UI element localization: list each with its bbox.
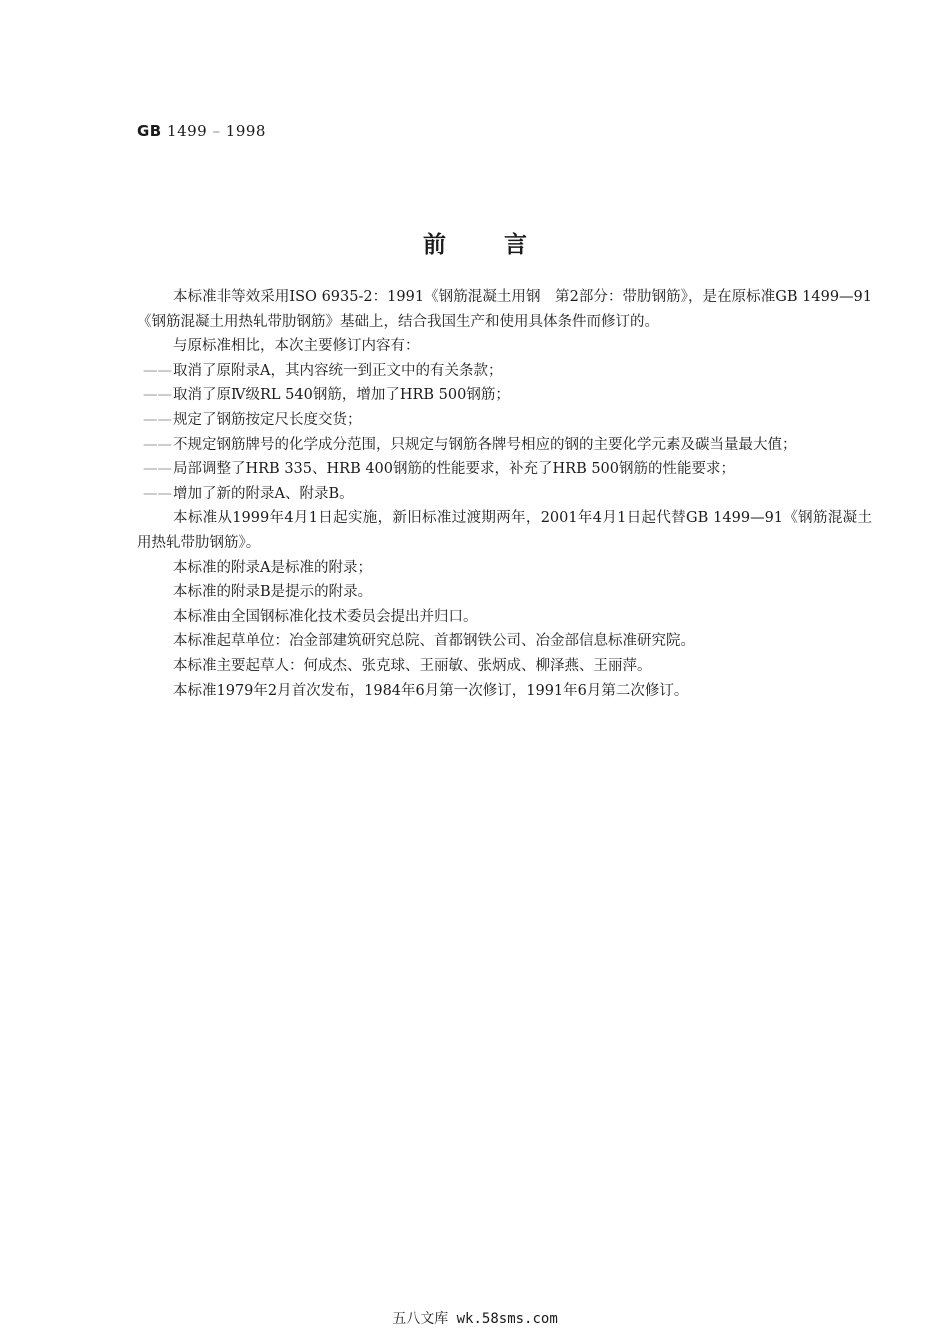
change-item-text: 取消了原附录A，其内容统一到正文中的有关条款； [173,362,503,379]
item-dash: —— [143,436,172,453]
drafting-units: 本标准起草单位：冶金部建筑研究总院、首都钢铁公司、冶金部信息标准研究院。 [173,633,695,650]
implementation-paragraph: 本标准从1999年4月1日起实施，新旧标准过渡期两年，2001年4月1日起代替GB 1499—91《钢筋混凝土用热轧带肋钢筋》。 [137,510,872,551]
appendix-b-note: 本标准的附录B是提示的附录。 [173,584,373,601]
standard-number: 1499 [167,122,208,140]
item-dash: —— [143,387,172,404]
item-dash: —— [143,461,172,478]
change-item [137,383,872,408]
change-item-text: 增加了新的附录A、附录B。 [173,485,354,502]
changes-lead: 与原标准相比，本次主要修订内容有： [173,338,420,355]
standard-year: 1998 [225,122,266,140]
change-item-text: 局部调整了HRB 335、HRB 400钢筋的性能要求，补充了HRB 500钢筋的性能要求； [173,461,736,478]
change-item [137,408,872,433]
change-item-text: 不规定钢筋牌号的化学成分范围，只规定与钢筋各牌号相应的钢的主要化学元素及碳当量最大值； [173,436,797,453]
header-dash-mark: – [212,122,221,140]
item-dash: —— [143,411,172,428]
change-item [137,359,872,384]
standard-header [137,122,266,140]
item-dash: —— [143,485,172,502]
page-title: 前言 [423,231,585,258]
change-item [137,433,872,458]
change-item-text: 取消了原Ⅳ级RL 540钢筋，增加了HRB 500钢筋； [173,387,510,404]
change-item [137,482,872,507]
foreword-body [137,285,872,703]
change-item [137,457,872,482]
item-dash: —— [143,362,172,379]
watermark-footer: 五八文库 wk.58sms.com [392,1311,558,1327]
proposer-note: 本标准由全国钢标准化技术委员会提出并归口。 [173,608,478,625]
change-item-text: 规定了钢筋按定尺长度交货； [173,411,362,428]
drafters: 本标准主要起草人：何成杰、张克球、王丽敏、张炳成、柳泽燕、王丽萍。 [173,657,652,674]
standard-code: GB [137,122,162,140]
appendix-a-note: 本标准的附录A是标准的附录； [173,559,372,576]
intro-paragraph: 本标准非等效采用ISO 6935-2：1991《钢筋混凝土用钢 第2部分：带肋钢筋》，是在原标准GB 1499—91《钢筋混凝土用热轧带肋钢筋》基础上，结合我国生产和使用具体条件而修订的。 [137,289,872,330]
publication-history: 本标准1979年2月首次发布，1984年6月第一次修订，1991年6月第二次修订。 [173,682,689,699]
